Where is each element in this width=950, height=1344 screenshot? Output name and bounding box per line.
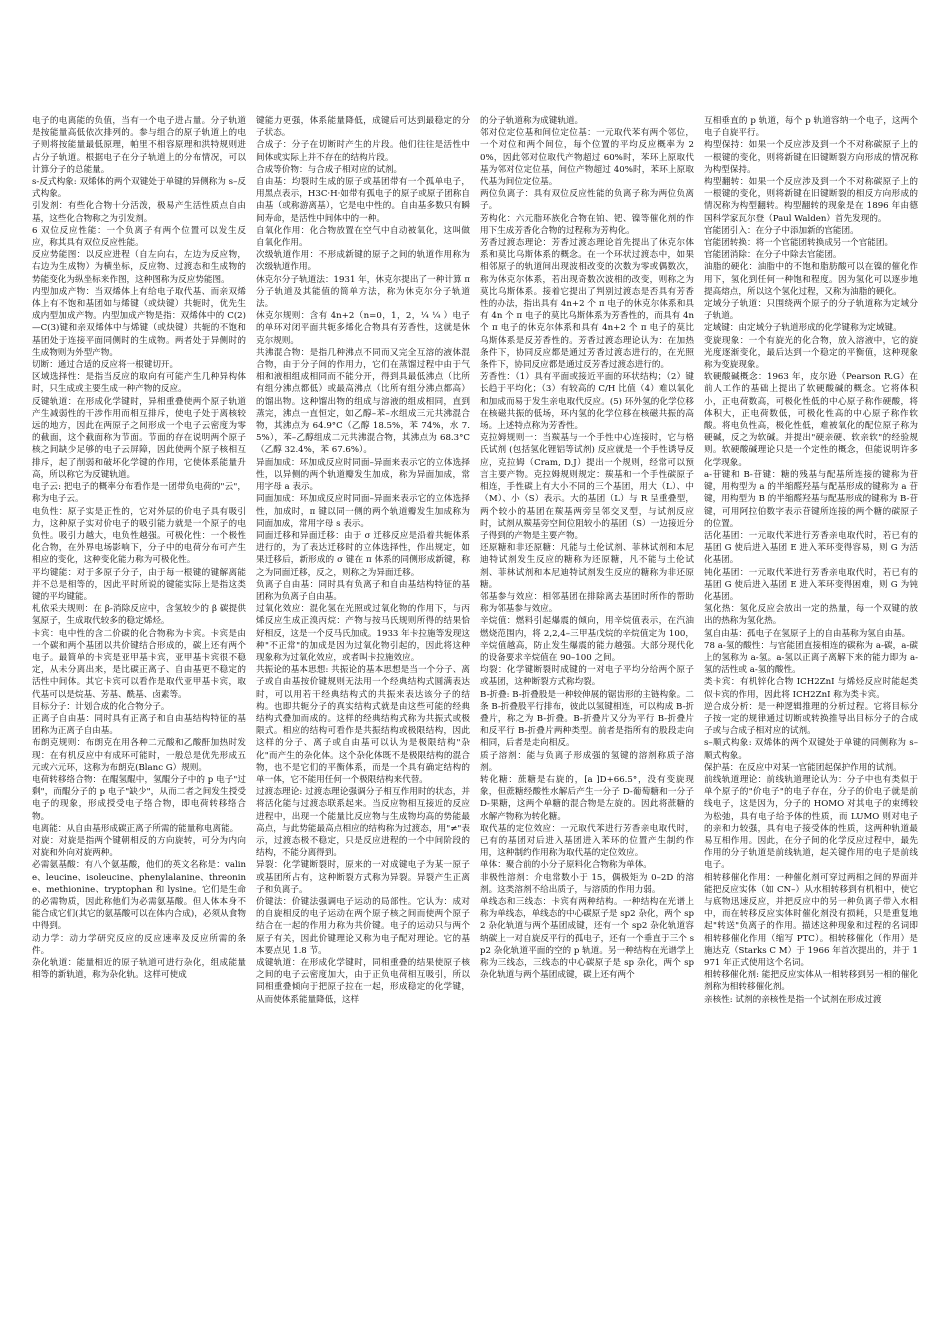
paragraph: 质子溶剂：能与负离子形成强的氢键的溶剂称质子溶剂。	[480, 750, 694, 773]
paragraph: 对旋：对旋是指两个键朝相反的方向旋转，可分为内向对旋和外向对旋两种。	[32, 835, 246, 859]
paragraph: 保护基：在反应中对某一官能团起保护作用的试剂。	[704, 762, 902, 773]
paragraph: 卡宾：电中性的含二价碳的化合物称为卡宾。卡宾是由一个碳和两个基团以共价键结合形成的，碳上还有两个电子。最简单的卡宾是亚甲基卡宾，亚甲基卡宾很不稳定，从未分离出来，是比碳正离子、自由基更不稳定的活性中间体。其它卡宾可以看作是取代亚甲基卡宾，取代基可以是烷基、芳基、酰基、卤素等。	[32, 628, 246, 700]
paragraph: 钝化基团：一元取代苯进行芳香亲电取代时，若已有的基团 G 使后进入基团 E 进入苯环变得困难，则 G 为钝化基团。	[704, 567, 918, 602]
paragraph: s-反式构象: 双烯体的两个双键处于单键的异侧称为 s–反式构象。	[32, 177, 246, 200]
paragraph: 活化基团：一元取代苯进行芳香亲电取代时，若已有的基团 G 使后进入基团 E 进入苯环变得容易，则 G 为活化基团。	[704, 530, 918, 566]
paragraph: 反应势能图：以反应进程（自左向右，左边为反应物，右边为生成物）为横坐标，反应物、过渡态和生成物的势能变化为纵坐标来作图，这种图称为反应势能图。	[32, 250, 246, 285]
paragraph: 键能力更强，体系能量降低，成键后可达到最稳定的分子状态。	[256, 116, 470, 139]
paragraph: 电离能：从自由基形成碳正离子所需的能量称电离能。	[32, 823, 239, 834]
paragraph: 负离子自由基：同时具有负离子和自由基结构特征的基团称为负离子自由基。	[256, 579, 470, 602]
paragraph: 取代基的定位效应：一元取代苯进行芳香亲电取代时，已有的基团对后进入基团进入苯环的位置产生制约作用，这种制约作用称为取代基的定位效应。	[480, 823, 694, 859]
paragraph: 非极性溶剂：介电常数小于 15，偶极矩为 0–2D 的溶剂。这类溶剂不给出质子，与溶质的作用力弱。	[480, 872, 694, 895]
paragraph: 氢自由基：孤电子在氢原子上的自由基称为氢自由基。	[704, 628, 911, 639]
paragraph: 前线轨道理论：前线轨道理论认为：分子中也有类似于单个原子的"价电子"的电子存在，分子的价电子就是前线电子，这是因为，分子的 HOMO 对其电子的束缚较为松弛，具有电子给予体的性质，而 LUMO 则对电子的亲和力较强，具有电子接受体的性质，这两种轨道最易互相作用。因此，在分子间的化学反应过程中，最先作用的分子轨道是前线轨道，起关键作用的电子是前线电子。	[704, 774, 918, 871]
paragraph: 过氧化效应：混化氢在光照或过氧化物的作用下，与丙烯反应生成正溴丙烷：产物与按马氏规则所得的结果恰好相反，这是一个反马氏加成。1933 年卡拉施等发现这种"不正常"的加成是因为过氧化物引起的，因此将这种现象称为过氧化效应，或者叫卡拉施效应。	[256, 604, 470, 663]
column-4	[704, 115, 918, 1305]
paragraph: 变旋现象：一个有旋光的化合物，放入溶液中，它的旋光度逐渐变化，最后达到一个稳定的平衡值，这种现象称为变旋现象。	[704, 335, 918, 371]
paragraph: 定域键：由定域分子轨道形成的化学键称为定域键。	[704, 323, 902, 334]
column-1	[32, 115, 246, 1305]
paragraph: 布朗克规则：布朗克在用各种二元酸和乙酸酐加热时发现：在有机反应中有成环可能时，一般总是优先形成五元或六元环，这称为布朗克(Blanc G）规则。	[32, 738, 246, 773]
paragraph: 引发剂：有些化合物十分活泼，极易产生活性质点自由基，这些化合物称之为引发剂。	[32, 201, 246, 224]
paragraph: 价键法：价键法强调电子运动的局部性。它认为：成对的自旋相反的电子运动在两个原子核之间而使两个原子结合在一起的作用力称为共价键。电子的运动只与两个原子有关，因此价键理论又称为电子配对理论。它的基本要点见 1.8 节。	[256, 897, 470, 956]
paragraph: 转化糖：蔗糖是右旋的，[a ]D+66.5°，没有变旋现象，但蔗糖经酸性水解后产生一分子 D-葡萄糖和一分子 D-果糖，这两个单糖的混合物是左旋的。因此将蔗糖的水解产物称为转化糖。	[480, 774, 694, 822]
paragraph: 逆合成分析：是一种逻辑推理的分析过程。它将目标分子按一定的规律通过切断或转换推导出目标分子的合成子或与合成子相对应的试剂。	[704, 701, 918, 737]
paragraph: 同面迁移和异面迁移：由于 σ 迁移反应是沿着共轭体系进行的，为了表达迁移时的立体选择性，作出规定，如果迁移后，新形成的 σ 键在 π 体系的同侧形成新键，称之为同面迁移，反之，则称之为异面迁移。	[256, 530, 470, 578]
paragraph: 过渡态理论: 过渡态理论强调分子相互作用时的状态，并将活化能与过渡态联系起来。当反应物相互接近的反应进程中，出现一个能量比反应物与生成物均高的势能最高点，与此势能最高点相应的结构称为过渡态，用"≠"表示，过渡态极不稳定，只是反应进程的一个中间阶段的结构，不能分离得到。	[256, 787, 470, 859]
paragraph: s–顺式构象: 双烯体的两个双键处于单键的同侧称为 s–顺式构象。	[704, 738, 918, 761]
paragraph: 官能团转换：将一个官能团转换成另一个官能团。	[704, 238, 894, 249]
paragraph: 休克尔分子轨道法：1931 年，休克尔提出了一种计算 π 分子轨道及其能值的简单方法，称为休克尔分子轨道法。	[256, 274, 470, 310]
paragraph: 单线态和三线态：卡宾有两种结构。一种结构在光谱上称为单线态，单线态的中心碳原子是 sp2 杂化，两个 sp2 杂化轨道与两个基团成键，还有一个 sp2 杂化轨道容纳碳上一对自旋反平行的孤电子，还有一个垂直于三个 sp2 杂化轨道平面的空的 p 轨道。另一种结构在光谱学上称为三线态，三线态的中心碳原子是 sp 杂化，两个 sp 杂化轨道与两个基团成键，碳上还有两个	[480, 897, 694, 981]
column-2	[256, 115, 470, 1305]
paragraph: 互相垂直的 p 轨道，每个 p 轨道容纳一个电子，这两个电子自旋平行。	[704, 116, 918, 139]
paragraph: 必需氨基酸：有八个氨基酸，他们的英文名称是：valine、leucine、isoleucine、phenylalanine、threonine、methionine、tryptophan 和 lysine。它们是生命的必需物质，因此称他们为必需氨基酸。但人体本身不能合成它们(其它的氨基酸可以在体内合成)，必须从食物中得到。	[32, 860, 246, 932]
paragraph: 区域选择性：是指当反应的取向有可能产生几种异构体时，只生成或主要生成一种产物的反应。	[32, 372, 246, 395]
paragraph: 反键轨道：在形成化学键时，异相重叠使两个原子轨道产生减弱性的干涉作用而相互排斥，使电子处于离核较远的地方，因此在两原子之间形成一个电子云密度为零的截面，这个截面称为节面。节面的存在说明两个原子核之间缺少足够的电子云屏障，因此使两个原子核相互排斥，起了削弱和破坏化学键的作用，它使体系能量升高，所以称它为反键轨道。	[32, 396, 246, 480]
column-3	[480, 115, 694, 1305]
paragraph: 杂化轨道：能量相近的原子轨道可进行杂化，组成能量相等的新轨道，称为杂化轨。这样可使成	[32, 958, 246, 981]
paragraph: 电荷转移络合物：在醌氢醌中，氢醌分子中的 p 电子"过剩"，而醌分子的 p 电子"缺少"，从而二者之间发生授受电子的现象，形成授受电子络合物，即电荷转移络合物。	[32, 774, 246, 822]
paragraph: 均裂：化学键断裂时成键的一对电子平均分给两个原子或基团，这种断裂方式称均裂。	[480, 665, 694, 688]
paragraph: 邻对位定位基和间位定位基：一元取代苯有两个邻位，一个对位和两个间位，每个位置的平均反应概率为 20%，因此邻对位取代产物超过 60%时，苯环上原取代基为邻对位定位基，间位产物超过 40%时，苯环上原取代基为间位定位基。	[480, 128, 694, 188]
paragraph: 成键轨道：在形成化学键时，同相重叠的结果使原子核之间的电子云密度加大，由于正负电荷相互吸引，所以同相重叠倾向于把原子拉在一起，形成稳定的化学键，从而使体系能量降低，这样	[256, 958, 470, 1005]
paragraph: a-苷键和 B-苷键：糖的残基与配基所连接的键称为苷键，用构型为 a 的半缩醛羟基与配基形成的键称为 a 苷键，用构型为 B 的半缩醛羟基与配基形成的键称为 B-苷键，可用阿拉伯数字表示苷键所连接的两个糖的碳原子的位置。	[704, 469, 918, 529]
paragraph: 芳构化：六元脂环族化合物在铂、钯、镍等催化剂的作用下生成芳香化合物的过程称为芳构化。	[480, 213, 694, 236]
paragraph: 电负性：原子实是正性的，它对外层的价电子具有吸引力，这种原子实对价电子的吸引能力就是一个原子的电负性。吸引力越大，电负性越强。可极化性：一个极性化合物，在外界电场影响下，分子中的电荷分布可产生相应的变化，这种变化能力称为可极化性。	[32, 506, 246, 566]
paragraph: 两位负离子：具有双位反应性能的负离子称为两位负离子。	[480, 189, 694, 212]
text-columns	[32, 115, 918, 1305]
paragraph: 芳香过渡态理论：芳香过渡态理论首先提出了休克尔体系和莫比乌斯体系的概念。在一个环状过渡态中，如果相邻原子的轨道间出现波相改变的次数为零或偶数次，称为休克尔体系，若出现奇数次波相的改变，则称之为莫比乌斯体系。接着它提出了判别过渡态是否具有芳香性的办法，指出具有 4n+2 个 π 电子的休克尔体系和具有 4n 个 π 电子的莫比乌斯体系为芳香性的，而具有 4n 个 π 电子的休克尔体系和具有 4n+2 个 π 电子的莫比乌斯体系是反芳香性的。芳香过渡态理论认为：在加热条件下，协同反应都是通过芳香过渡态进行的，在光照条件下，协同反应都是通过反芳香过渡态进行的。	[480, 238, 694, 371]
paragraph: 电子的电离能的负值，当有一个电子进占量。分子轨道是按能量高低依次排列的。参与组合的原子轨道上的电子则将按能量最低原理，帕里不相容原理和洪特规则进占分子轨道。根据电子在分子轨道上的分布情况，可以计算分子的总能量。	[32, 116, 246, 175]
paragraph: 克拉姆规则一：当羰基与一个手性中心连接时，它与格氏试剂 (包括氢化锂铝等试剂) 反应就是一个手性诱导反应，克拉姆（Cram, D.J）提出一个规则，经常可以预言主要产物。克拉姆规则规定：羰基和一个手性碳原子相连，手性碳上有大小不同的三个基团，用大（L）、中（M）、小（S）表示。大的基团（L）与 R 呈重叠型，两个较小的基团在羰基两旁呈邻交叉型，与试剂反应时，试剂从羰基旁空间位阻较小的基团（S）一边接近分子得到的产物是主要产物。	[480, 433, 694, 541]
paragraph: 软硬酸碱概念：1963 年，皮尔逊（Pearson R.G）在前人工作的基础上提出了软硬酸碱的概念。它将体积小，正电荷数高，可极化性低的中心原子称作硬酸，将体积大，正电荷数低，可极化性高的中心原子称作软酸。将电负性高，极化性低，难被氧化的配位原子称为硬碱，反之为软碱。并提出"硬亲硬、软亲软"的经验规则。软硬酸碱理论只是一个定性的概念，但能说明许多化学现象。	[704, 372, 918, 468]
paragraph: 切断：通过合适的反应将一根键切开。	[32, 360, 179, 371]
paragraph: 官能团消除：在分子中除去官能团。	[704, 250, 842, 261]
paragraph: 次级轨道作用：不形成新键的原子之间的轨道作用称为次级轨道作用。	[256, 250, 470, 273]
paragraph: 合成子：分子在切断时产生的片段。他们往往是活性中间体或实际上并不存在的结构片段。	[256, 140, 470, 163]
paragraph: 目标分子：计划合成的化合物分子。	[32, 701, 170, 712]
paragraph: 平均键能：对于多原子分子，由于每一根键的键解离能并不总是相等的，因此平时所说的键能实际上是指这类键的平均键能。	[32, 567, 246, 602]
paragraph: 类卡宾：有机锌化合物 ICH2ZnI 与烯烃反应时能起类似卡宾的作用，因此将 ICH2ZnI 称为类卡宾。	[704, 677, 918, 700]
paragraph: 正离子自由基：同时具有正离子和自由基结构特征的基团称为正离子自由基。	[32, 713, 246, 737]
paragraph: 芳香性：（1）具有平面或接近平面的环状结构；（2）键长趋于平均化；（3）有较高的 C/H 比值（4）难以氧化和加成而易于发生亲电取代反应。(5) 环外氢的化学位移在核磁共振的低场，环内氢的化学位移在核磁共振的高场。上述特点称为芳香性。	[480, 372, 694, 432]
paragraph: 定域分子轨道：只围绕两个原子的分子轨道称为定域分子轨道。	[704, 299, 918, 322]
paragraph: 内型加成产物：当双烯体上有给电子取代基、而亲双烯体上有不饱和基团如与烯键（或炔键）共轭时，优先生成内型加成产物。内型加成产物是指：双烯体中的 C(2)—C(3)键和亲双烯体中与烯键（或炔键）共轭的不饱和基团处于连接平面同侧时的生成物。两者处于异侧时的生成物则为外型产物。	[32, 286, 246, 358]
paragraph: 6 双位反应性能：一个负离子有两个位置可以发生反应，称其具有双位反应性能。	[32, 225, 246, 249]
paragraph: 共沸混合物：是指几种沸点不同而又完全互溶的液体混合物，由于分子间的作用力，它们在蒸馏过程中由于气相和液相组成相同而不能分开，得到具最低沸点（比所有组分沸点都低）或最高沸点（比所有组分沸点都高）的馏出物。这种馏出物的组成与溶液的组成相同，直到蒸完，沸点一直恒定，如乙醇–苯–水组成三元共沸混合物，其沸点为 64.9°C（乙醇 18.5%，苯 74%，水 7.5%），苯–乙醇组成二元共沸混合物，其沸点为 68.3°C（乙醇 32.4%，苯 67.6%）。	[256, 347, 470, 456]
paragraph: 自氧化作用：化合物放置在空气中自动被氧化，这叫做自氧化作用。	[256, 225, 470, 249]
paragraph: 休克尔规则：含有 4n+2（n=0，1，2，¼ ¼ ）电子的单环对闭平面共轭多烯化合物具有芳香性，这就是休克尔规则。	[256, 311, 470, 346]
paragraph: B-折叠: B-折叠股是一种较伸展的锯齿形的主链构象。二条 B-折叠股平行排布，彼此以氢键相连，可以构成 B-折叠片，称之为 B-折叠。B-折叠片又分为平行 B-折叠片和反平行 B-折叠片两种类型。前者是指所有的股段走向相同，后者是走向相反。	[480, 689, 694, 749]
paragraph: 78 a-氢的酸性：与官能团直接相连的碳称为 a-碳，a-碳上的氢称为 a-氢。a-氢以正离子离解下来的能力即为 a-氢的活性或 a-氢的酸性。	[704, 640, 918, 676]
paragraph: 异面加成：环加成反应时同面–异面来表示它的立体选择性，以异侧的两个轨道瓣发生加成，称为异面加成，常用字母 a 表示。	[256, 457, 470, 493]
paragraph: 还原糖和非还原糖：凡能与土伦试剂、菲林试剂和本尼迪特试剂发生反应的糖称为还原糖，凡不能与土伦试剂、菲林试剂和本尼迪特试剂发生反应的糖称为非还原糖。	[480, 543, 694, 590]
paragraph: 异裂：化学键断裂时，原来的一对成键电子为某一原子或基团所占有，这种断裂方式称为异裂。异裂产生正离子和负离子。	[256, 860, 470, 895]
paragraph: 辛烷值：燃料引起爆震的倾向，用辛烷值表示，在汽油燃烧范围内，将 2,2,4–三甲基戊烷的辛烷值定为 100，辛烷值越高，防止发生爆震的能力越强。大部分现代化的设备要求辛烷值在 90–100 之间。	[480, 616, 694, 663]
paragraph: 自由基：均裂时生成的原子或基团带有一个孤单电子，用黑点表示，H3C·H·如带有孤电子的原子或原子团称自由基（或称游离基），它是电中性的。自由基多数只有瞬间寿命，是活性中间体中的一种。	[256, 177, 470, 224]
paragraph: 动力学：动力学研究反应的反应速率及反应所需的条件。	[32, 933, 246, 956]
paragraph: 合成等价物：与合成子相对应的试剂。	[256, 164, 403, 175]
paragraph: 构型保持：如果一个反应涉及到一个不对称碳原子上的一根键的变化，则将新键在旧键断裂方向形成的情况称为构型保持。	[704, 140, 918, 175]
paragraph: 亲核性: 试剂的亲核性是指一个试剂在形成过渡	[704, 994, 882, 1005]
paragraph: 氢化热：氢化反应会放出一定的热量，每一个双键的放出的热称为氢化热。	[704, 604, 918, 627]
paragraph: 同面加成：环加成反应时同面–异面来表示它的立体选择性，加成时，π 键以同一侧的两个轨道瓣发生加成称为同面加成，常用字母 s 表示。	[256, 494, 470, 529]
paragraph: 电子云: 把电子的概率分布看作是一团带负电荷的"云"，称为电子云。	[32, 482, 246, 505]
paragraph: 札依采夫规则：在 β-消除反应中，含氢较少的 β 碳提供氢原子，生成取代较多的稳定烯烃。	[32, 604, 246, 627]
paragraph: 官能团引入：在分子中添加新的官能团。	[704, 225, 859, 236]
paragraph: 共振论的基本思想: 共振论的基本思想是当一个分子、离子或自由基按价键规则无法用一个经典结构式圆满表达时，可以用若干经典结构式的共振来表达该分子的结构。也即共轭分子的真实结构式就是由这些可能的经典结构式叠加而成的。这样的经典结构式称为共振式或极限式。相应的结构可看作是共振结构或极限结构，因此这样的分子、离子或自由基可以认为是极限结构"杂化"而产生的杂化体。这个杂化体既不是极限结构的混合物，也不是它们的平衡体系，而是一个具有确定结构的单一体，它不能用任何一个极限结构来代替。	[256, 665, 470, 785]
paragraph: 相转移催化剂: 能把反应实体从一相转移到另一相的催化剂称为相转移催化剂。	[704, 970, 918, 993]
paragraph: 油脂的硬化：油脂中的不饱和脂肪酸可以在镍的催化作用下，氢化到任何一种饱和程度。因为氢化可以逐步地提高熔点，所以这个氢化过程，又称为油脂的硬化。	[704, 262, 918, 297]
paragraph: 相转移催化作用：一种催化剂可穿过两相之间的界面并能把反应实体（如 CN–）从水相转移到有机相中，使它与底物迅速反应，并把反应中的另一种负离子带入水相中，而在转移反应实体时催化剂没有损耗，只是重复地起"转送"负离子的作用。描述这种现象和过程的名词即相转移催化作用（缩写 PTC）。相转移催化（作用）是施达克（Starks C M）于 1966 年首次提出的，并于 1971 年正式使用这个名词。	[704, 872, 918, 969]
paragraph: 的分子轨道称为成键轨道。	[480, 116, 584, 126]
paragraph: 单体：聚合前的小分子原料化合物称为单体。	[480, 860, 652, 871]
paragraph: 邻基参与效应：相邻基团在排除离去基团时所作的帮助称为邻基参与效应。	[480, 591, 694, 615]
paragraph: 构型翻转：如果一个反应涉及到一个不对称碳原子上的一根键的变化，则将新键在旧键断裂的相反方向形成的情况称为构型翻转。构型翻转的现象是在 1896 年由德国科学家瓦尔登（Paul Walden）首先发现的。	[704, 177, 918, 224]
